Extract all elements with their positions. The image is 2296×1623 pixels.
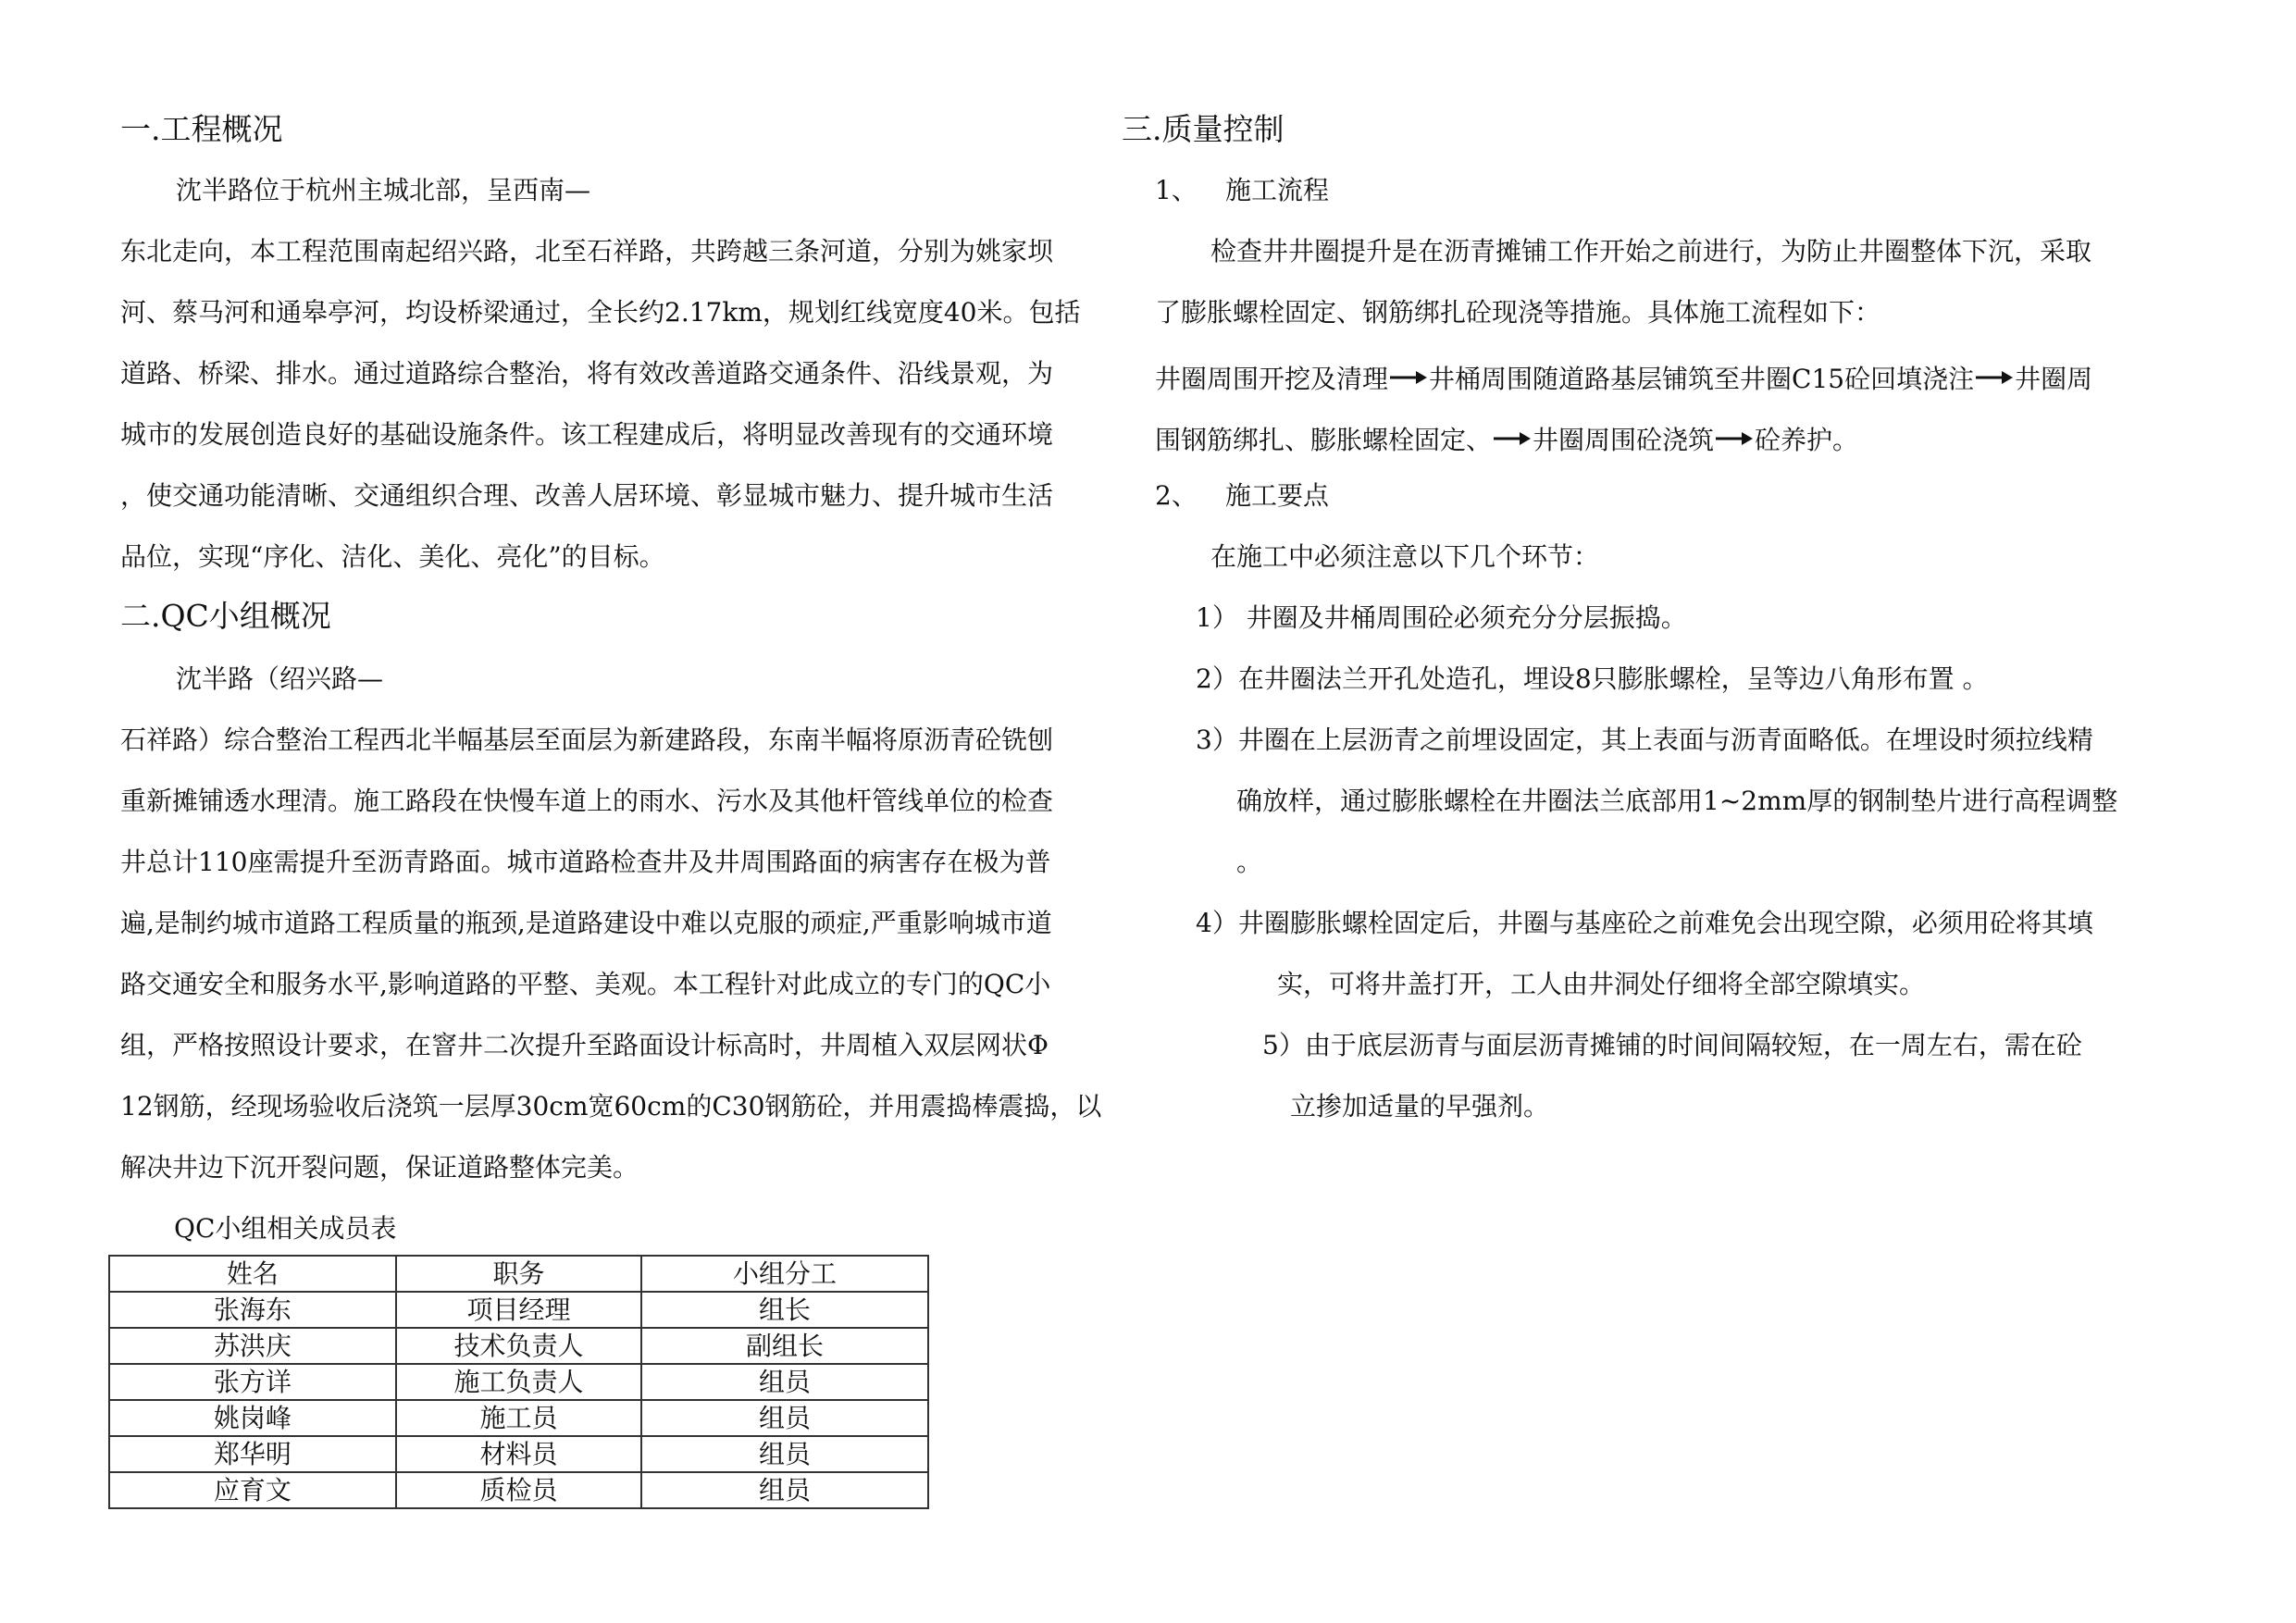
section1-line: 品位，实现“序化、洁化、美化、亮化”的目标。 bbox=[120, 541, 665, 572]
table-title: QC小组相关成员表 bbox=[174, 1213, 397, 1244]
flow-step: 井桶周围随道路基层铺筑至井圈C15砼回填浇注 bbox=[1429, 364, 1975, 394]
arrow-right-icon bbox=[1716, 429, 1753, 448]
table-header: 小组分工 bbox=[641, 1256, 928, 1292]
table-cell: 郑华明 bbox=[109, 1436, 396, 1472]
section2-heading: 二.QC小组概况 bbox=[120, 598, 331, 634]
section2-line: 重新摊铺透水理清。施工路段在快慢车道上的雨水、污水及其他杆管线单位的检查 bbox=[120, 786, 1054, 816]
table-header: 姓名 bbox=[109, 1256, 396, 1292]
table-header: 职务 bbox=[396, 1256, 641, 1292]
table-cell: 施工负责人 bbox=[396, 1364, 641, 1400]
section2-line: 沈半路（绍兴路— bbox=[176, 663, 384, 694]
table-cell: 姚岗峰 bbox=[109, 1400, 396, 1436]
table-row bbox=[109, 1292, 928, 1328]
subsection-number: 2、 bbox=[1155, 480, 1198, 511]
section1-line: 道路、桥梁、排水。通过道路综合整治，将有效改善道路交通条件、沿线景观，为 bbox=[120, 358, 1054, 389]
arrow-right-icon bbox=[1494, 429, 1531, 448]
table-cell: 张海东 bbox=[109, 1292, 396, 1328]
table-cell: 材料员 bbox=[396, 1436, 641, 1472]
section2-line: 解决井边下沉开裂问题，保证道路整体完美。 bbox=[120, 1152, 639, 1183]
table-cell: 苏洪庆 bbox=[109, 1328, 396, 1364]
section1-line: ，使交通功能清晰、交通组织合理、改善人居环境、彰显城市魅力、提升城市生活 bbox=[120, 480, 1054, 511]
point-item-cont: 。 bbox=[1236, 847, 1263, 877]
table-row bbox=[109, 1400, 928, 1436]
point-item: 2）在井圈法兰开孔处造孔，埋设8只膨胀螺栓，呈等边八角形布置 。 bbox=[1196, 663, 1989, 694]
section2-line: 遍,是制约城市道路工程质量的瓶颈,是道路建设中难以克服的顽症,严重影响城市道 bbox=[120, 908, 1052, 938]
members-table bbox=[108, 1255, 929, 1509]
table-row bbox=[109, 1364, 928, 1400]
section2-line: 组，严格按照设计要求，在窨井二次提升至路面设计标高时，井周植入双层网状Φ bbox=[120, 1030, 1049, 1060]
point-item: 5）由于底层沥青与面层沥青摊铺的时间间隔较短，在一周左右，需在砼 bbox=[1262, 1030, 2082, 1060]
section2-line: 12钢筋，经现场验收后浇筑一层厚30cm宽60cm的C30钢筋砼，并用震捣棒震捣，以 bbox=[120, 1091, 1102, 1121]
subsection-title: 施工流程 bbox=[1225, 175, 1330, 205]
point-item-cont: 确放样，通过膨胀螺栓在井圈法兰底部用1~2mm厚的钢制垫片进行高程调整 bbox=[1236, 786, 2118, 816]
table-cell: 应育文 bbox=[109, 1472, 396, 1508]
table-cell: 施工员 bbox=[396, 1400, 641, 1436]
flow-step: 井圈周围开挖及清理 bbox=[1155, 364, 1389, 394]
table-cell: 质检员 bbox=[396, 1472, 641, 1508]
flow-step: 围钢筋绑扎、膨胀螺栓固定、 bbox=[1155, 425, 1493, 455]
section3-heading: 三.质量控制 bbox=[1122, 111, 1285, 147]
section1-line: 东北走向，本工程范围南起绍兴路，北至石祥路，共跨越三条河道，分别为姚家坝 bbox=[120, 236, 1054, 266]
subsection-number: 1、 bbox=[1155, 175, 1198, 205]
section2-line: 路交通安全和服务水平,影响道路的平整、美观。本工程针对此成立的专门的QC小 bbox=[120, 969, 1051, 999]
flow-line-1 bbox=[1155, 361, 2092, 398]
arrow-right-icon bbox=[1976, 368, 2013, 387]
table-cell: 张方详 bbox=[109, 1364, 396, 1400]
table-cell: 技术负责人 bbox=[396, 1328, 641, 1364]
section2-line: 石祥路）综合整治工程西北半幅基层至面层为新建路段，东南半幅将原沥青砼铣刨 bbox=[120, 725, 1054, 755]
arrow-right-icon bbox=[1390, 368, 1427, 387]
section2-line: 井总计110座需提升至沥青路面。城市道路检查井及井周围路面的病害存在极为普 bbox=[120, 847, 1051, 877]
table-cell: 组员 bbox=[641, 1400, 928, 1436]
table-row bbox=[109, 1436, 928, 1472]
point-item: 1） 井圈及井桶周围砼必须充分分层振捣。 bbox=[1196, 602, 1687, 633]
point-item-cont: 立掺加适量的早强剂。 bbox=[1290, 1091, 1550, 1121]
table-row bbox=[109, 1328, 928, 1364]
points-intro: 在施工中必须注意以下几个环节： bbox=[1210, 541, 1600, 572]
flow-intro-line: 了膨胀螺栓固定、钢筋绑扎砼现浇等措施。具体施工流程如下： bbox=[1155, 297, 1881, 328]
point-item: 3）井圈在上层沥青之前埋设固定，其上表面与沥青面略低。在埋设时须拉线精 bbox=[1196, 725, 2093, 755]
table-cell: 组员 bbox=[641, 1364, 928, 1400]
table-row bbox=[109, 1472, 928, 1508]
section1-line: 城市的发展创造良好的基础设施条件。该工程建成后，将明显改善现有的交通环境 bbox=[120, 419, 1054, 450]
table-header-row bbox=[109, 1256, 928, 1292]
section1-line: 河、蔡马河和通皋亭河，均设桥梁通过，全长约2.17km，规划红线宽度40米。包括 bbox=[120, 297, 1081, 328]
table-cell: 项目经理 bbox=[396, 1292, 641, 1328]
flow-step: 砼养护。 bbox=[1755, 425, 1859, 455]
flow-intro-line: 检查井井圈提升是在沥青摊铺工作开始之前进行，为防止井圈整体下沉，采取 bbox=[1210, 236, 2092, 266]
flow-step: 井圈周围砼浇筑 bbox=[1533, 425, 1715, 455]
table-cell: 副组长 bbox=[641, 1328, 928, 1364]
section1-line: 沈半路位于杭州主城北部，呈西南— bbox=[176, 175, 591, 205]
point-item: 4）井圈膨胀螺栓固定后，井圈与基座砼之前难免会出现空隙，必须用砼将其填 bbox=[1196, 908, 2093, 938]
table-cell: 组员 bbox=[641, 1472, 928, 1508]
flow-line-2 bbox=[1155, 422, 1858, 459]
point-item-cont: 实，可将井盖打开，工人由井洞处仔细将全部空隙填实。 bbox=[1277, 969, 1926, 999]
subsection-title: 施工要点 bbox=[1225, 480, 1330, 511]
flow-step: 井圈周 bbox=[2015, 364, 2093, 394]
section1-heading: 一.工程概况 bbox=[120, 111, 283, 147]
table-cell: 组长 bbox=[641, 1292, 928, 1328]
table-cell: 组员 bbox=[641, 1436, 928, 1472]
